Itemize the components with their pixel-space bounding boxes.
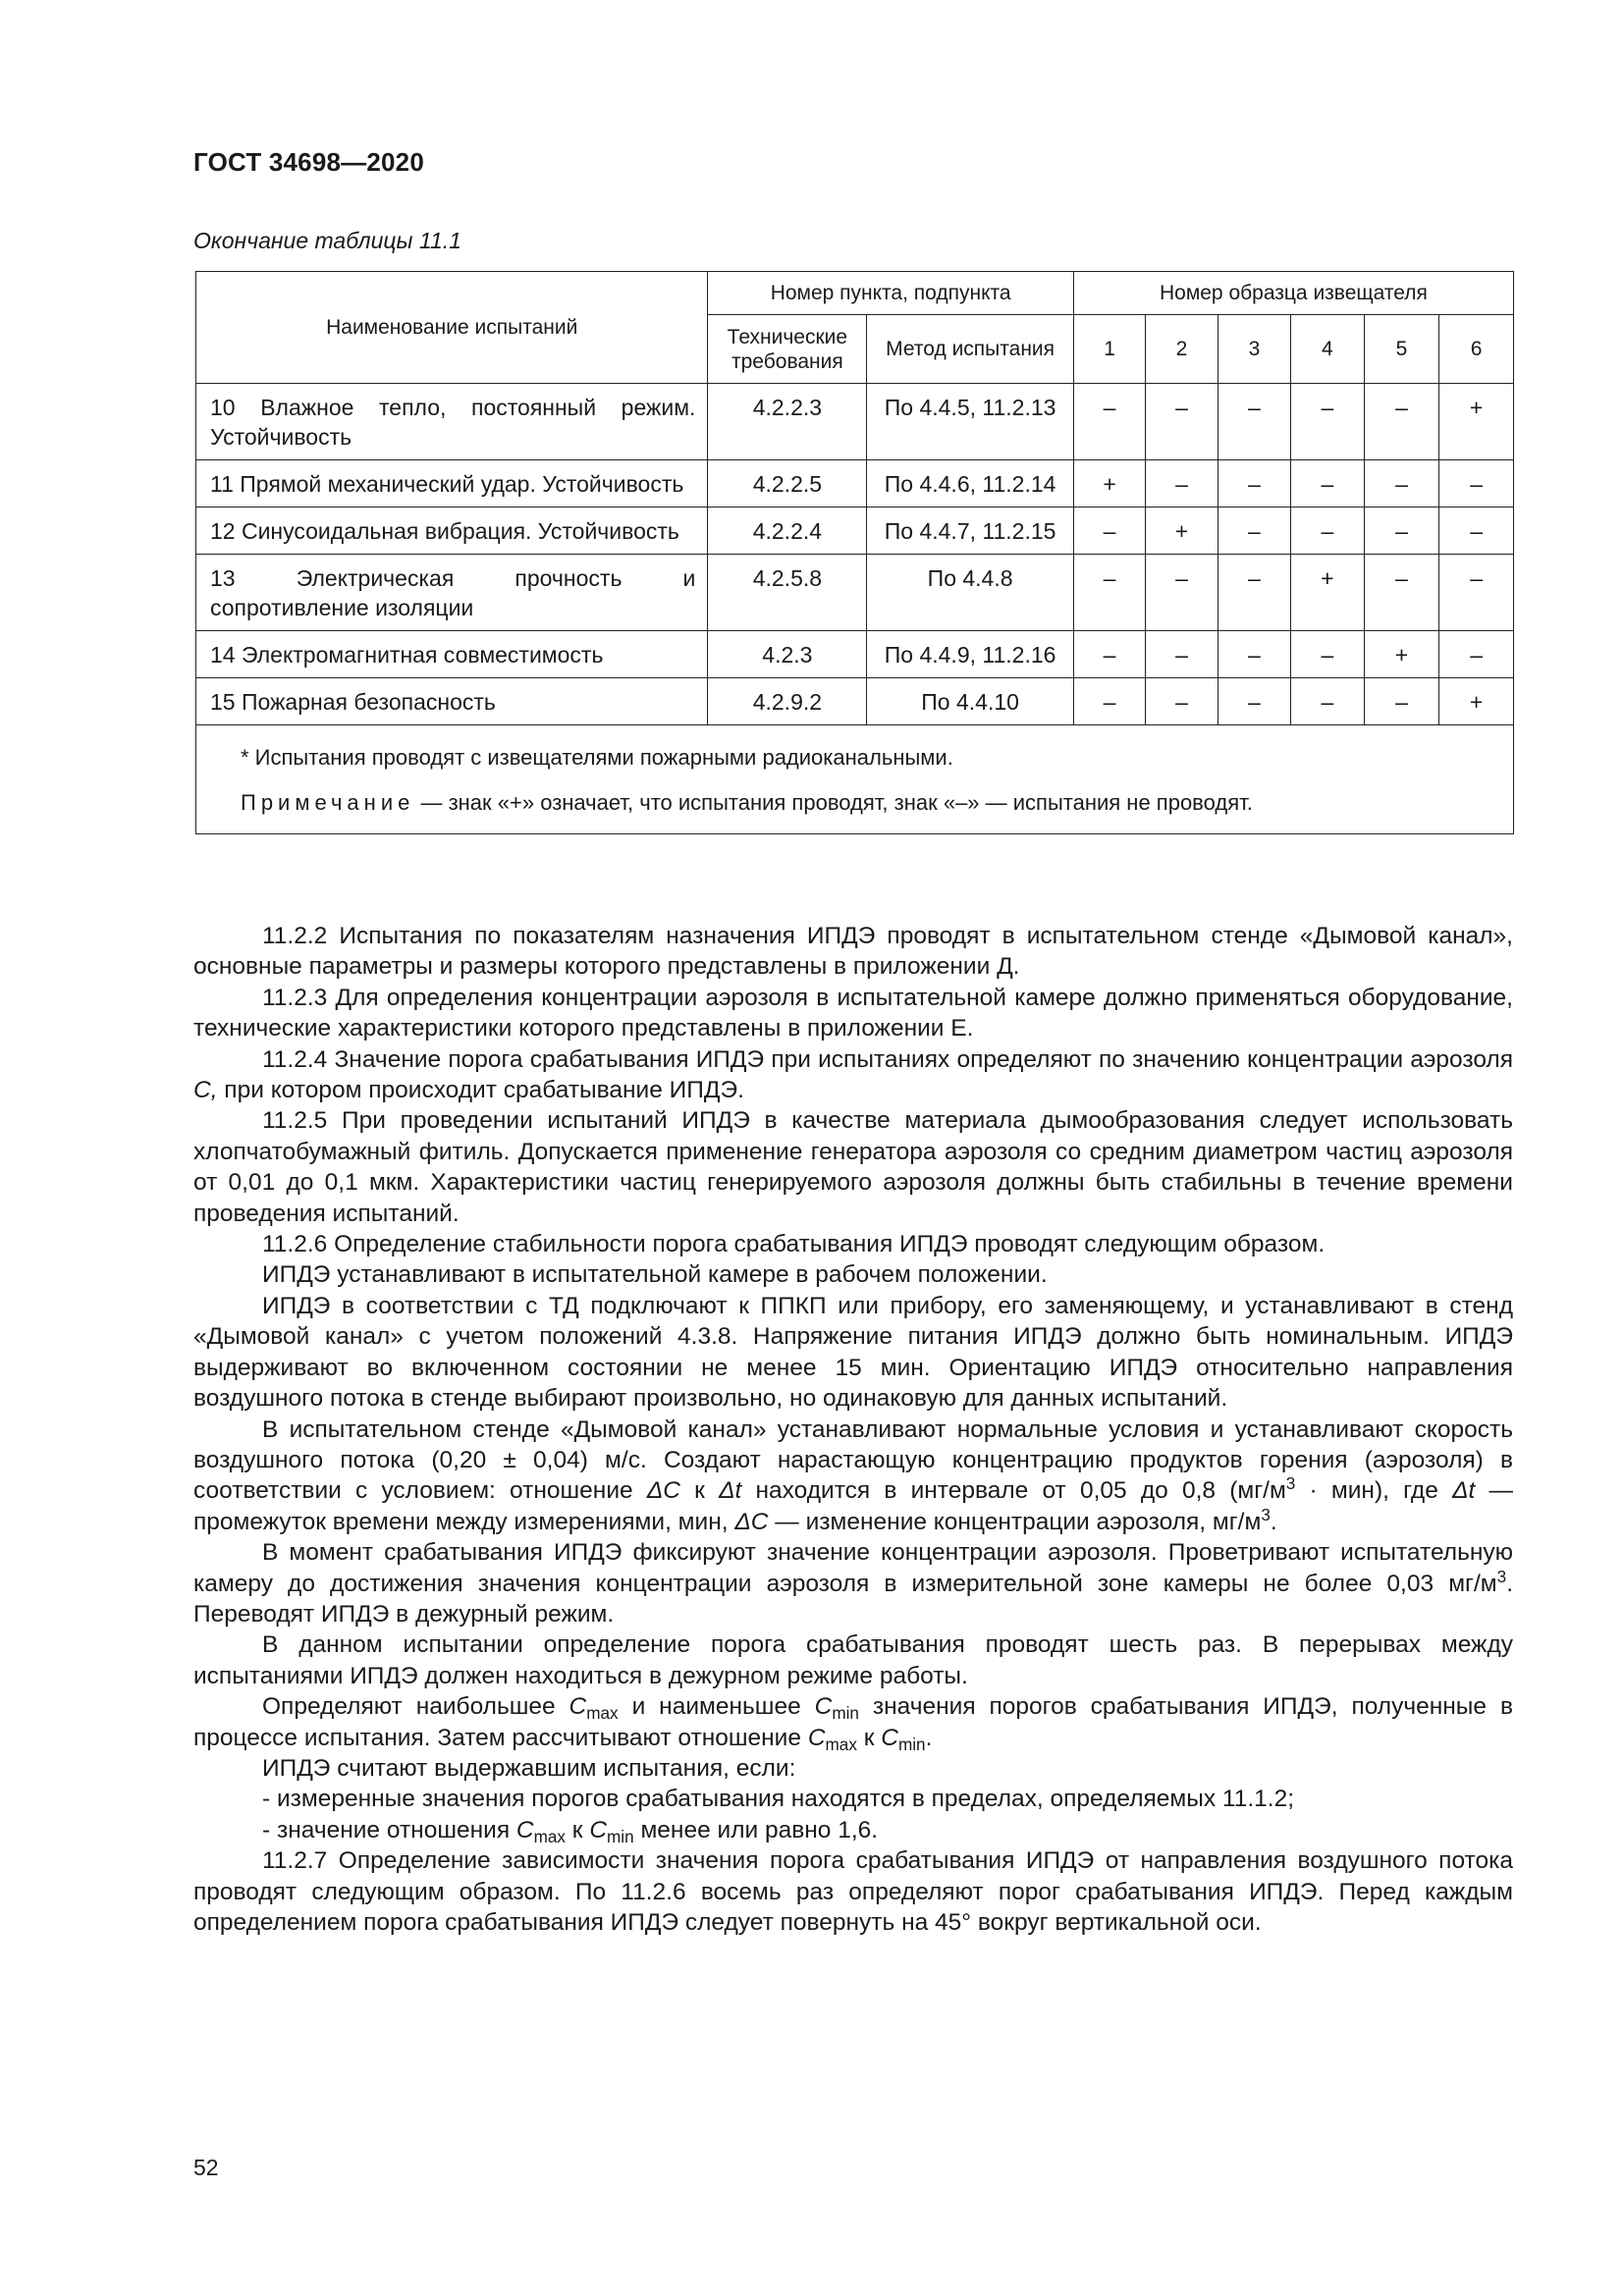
sample-mark-cell: –	[1073, 678, 1145, 725]
sample-mark-cell: –	[1218, 678, 1290, 725]
header-test-name: Наименование испытаний	[196, 272, 708, 384]
table-caption: Окончание таблицы 11.1	[193, 228, 461, 253]
test-method-cell: По 4.4.9, 11.2.16	[867, 631, 1074, 678]
sample-mark-cell: –	[1218, 555, 1290, 631]
table-notes	[196, 725, 1514, 834]
sample-mark-cell: –	[1439, 507, 1514, 555]
paragraph: ИПДЭ в соответствии с ТД подключают к ППКП или прибору, его заменяющему, и устанавливают в стенд «Дымовой канал» с учетом положений 4.3.8. Напряжение питания ИПДЭ должно быть номинальным. ИПДЭ выдерживают во включенном состоянии не менее 15 мин. Ориентацию ИПДЭ относительно направления воздушного потока в стенде выбирают произвольно, но одинаковую для данных испытаний.	[193, 1292, 1513, 1413]
paragraph-11-2-6: 11.2.6 Определение стабильности порога срабатывания ИПДЭ проводят следующим образом.	[262, 1231, 1326, 1258]
sample-mark-cell: –	[1146, 460, 1218, 507]
table-row	[196, 384, 1514, 460]
sample-mark-cell: +	[1364, 631, 1439, 678]
test-name-cell: 13 Электрическая прочность и сопротивление изоляции	[196, 555, 708, 631]
tech-requirement-cell: 4.2.2.4	[708, 507, 867, 555]
paragraph: В испытательном стенде «Дымовой канал» устанавливают нормальные условия и устанавливают скорость воздушного потока (0,20 ± 0,04) м/с. Создают нарастающую концентрацию продуктов горения (аэрозоля) в соответствии с условием: отношение ΔC к Δt находится в интервале от 0,05 до 0,8 $(мг/м^3 \cdot мин)$, где Δt — промежуток времени между измерениями, мин, ΔC — изменение концентрации аэрозоля, $мг/м^3$.	[193, 1415, 1514, 1535]
sample-mark-cell: –	[1439, 555, 1514, 631]
test-name-cell: 14 Электромагнитная совместимость	[196, 631, 708, 678]
paragraph-11-2-5: 11.2.5 При проведении испытаний ИПДЭ в качестве материала дымообразования следует использовать хлопчатобумажный фитиль. Допускается применение генератора аэрозоля со средним диаметром частиц аэрозоля от 0,01 до 0,1 мкм. Характеристики частиц генерируемого аэрозоля должны быть стабильны в течение времени проведения испытаний.	[193, 1107, 1513, 1227]
sample-mark-cell: –	[1073, 384, 1145, 460]
header-sample: 4	[1291, 315, 1364, 384]
paragraph: В момент срабатывания ИПДЭ фиксируют значение концентрации аэрозоля. Проветривают испытательную камеру до достижения значения концентрации аэрозоля в измерительной зоне камеры не более 0,03 $мг/м^3$. Переводят ИПДЭ в дежурный режим.	[193, 1539, 1513, 1628]
sample-mark-cell: –	[1073, 555, 1145, 631]
sample-mark-cell: –	[1218, 460, 1290, 507]
header-test-method: Метод испытания	[867, 315, 1074, 384]
sample-mark-cell: +	[1439, 678, 1514, 725]
sample-mark-cell: –	[1218, 631, 1290, 678]
sample-mark-cell: –	[1146, 678, 1218, 725]
note-label: Примечание	[241, 790, 415, 815]
body-text	[193, 921, 1513, 1938]
tech-requirement-cell: 4.2.2.5	[708, 460, 867, 507]
tech-requirement-cell: 4.2.2.3	[708, 384, 867, 460]
tech-requirement-cell: 4.2.9.2	[708, 678, 867, 725]
tests-table	[195, 271, 1514, 834]
tech-requirement-cell: 4.2.5.8	[708, 555, 867, 631]
sample-mark-cell: –	[1364, 555, 1439, 631]
paragraph-11-2-4: 11.2.4 Значение порога срабатывания ИПДЭ при испытаниях определяют по значению концентрации аэрозоля C, при котором происходит срабатывание ИПДЭ.	[193, 1045, 1513, 1104]
test-name-cell: 11 Прямой механический удар. Устойчивость	[196, 460, 708, 507]
sample-mark-cell: +	[1073, 460, 1145, 507]
sample-mark-cell: –	[1073, 507, 1145, 555]
test-name-cell: 15 Пожарная безопасность	[196, 678, 708, 725]
test-name-cell: 12 Синусоидальная вибрация. Устойчивость	[196, 507, 708, 555]
list-item: - измеренные значения порогов срабатывания находятся в пределах, определяемых 11.1.2;	[262, 1786, 1295, 1813]
sample-mark-cell: –	[1291, 460, 1364, 507]
header-sample: 5	[1364, 315, 1439, 384]
header-sample: 1	[1073, 315, 1145, 384]
header-clause-number: Номер пункта, подпункта	[708, 272, 1073, 315]
sample-mark-cell: +	[1291, 555, 1364, 631]
sample-mark-cell: +	[1146, 507, 1218, 555]
sample-mark-cell: –	[1439, 631, 1514, 678]
paragraph: ИПДЭ считают выдержавшим испытания, если:	[262, 1754, 796, 1782]
sample-mark-cell: +	[1439, 384, 1514, 460]
note-text: — знак «+» означает, что испытания проводят, знак «–» — испытания не проводят.	[414, 790, 1253, 815]
paragraph-11-2-7: 11.2.7 Определение зависимости значения порога срабатывания ИПДЭ от направления воздушного потока проводят следующим образом. По 11.2.6 восемь раз определяют порог срабатывания ИПДЭ. Перед каждым определением порога срабатывания ИПДЭ следует повернуть на 45° вокруг вертикальной оси.	[193, 1847, 1513, 1936]
sample-mark-cell: –	[1291, 507, 1364, 555]
sample-mark-cell: –	[1146, 555, 1218, 631]
test-method-cell: По 4.4.7, 11.2.15	[867, 507, 1074, 555]
sample-mark-cell: –	[1073, 631, 1145, 678]
paragraph: В данном испытании определение порога срабатывания проводят шесть раз. В перерывах между испытаниями ИПДЭ должен находиться в дежурном режиме работы.	[193, 1631, 1513, 1689]
sample-mark-cell: –	[1146, 631, 1218, 678]
header-tech-requirements: Технические требования	[708, 315, 867, 384]
sample-mark-cell: –	[1364, 460, 1439, 507]
sample-mark-cell: –	[1291, 678, 1364, 725]
test-method-cell: По 4.4.10	[867, 678, 1074, 725]
table-row	[196, 507, 1514, 555]
sample-mark-cell: –	[1364, 384, 1439, 460]
header-sample: 6	[1439, 315, 1514, 384]
table-row	[196, 555, 1514, 631]
sample-mark-cell: –	[1364, 678, 1439, 725]
header-sample: 3	[1218, 315, 1290, 384]
table-row	[196, 460, 1514, 507]
test-method-cell: По 4.4.8	[867, 555, 1074, 631]
sample-mark-cell: –	[1291, 384, 1364, 460]
table-row	[196, 631, 1514, 678]
table-row	[196, 678, 1514, 725]
tech-requirement-cell: 4.2.3	[708, 631, 867, 678]
list-item: - значение отношения $C_{max}$ к $C_{min}$ менее или равно 1,6.	[262, 1816, 879, 1846]
paragraph: ИПДЭ устанавливают в испытательной камере в рабочем положении.	[262, 1261, 1048, 1289]
header-sample: 2	[1146, 315, 1218, 384]
paragraph-11-2-3: 11.2.3 Для определения концентрации аэрозоля в испытательной камере должно применяться оборудование, технические характеристики которого представлены в приложении Е.	[193, 984, 1513, 1042]
sample-mark-cell: –	[1218, 507, 1290, 555]
page-number: 52	[193, 2155, 219, 2180]
paragraph: Определяют наибольшее $C_{max}$ и наименьшее $C_{min}$ значения порогов срабатывания ИПДЭ, полученные в процессе испытания. Затем рассчитывают отношение $C_{max}$ к $C_{min}$.	[193, 1693, 1513, 1754]
sample-mark-cell: –	[1364, 507, 1439, 555]
test-method-cell: По 4.4.6, 11.2.14	[867, 460, 1074, 507]
table-footnote: * Испытания проводят с извещателями пожарными радиоканальными.	[241, 745, 953, 770]
table-note	[241, 780, 1499, 826]
sample-mark-cell: –	[1146, 384, 1218, 460]
sample-mark-cell: –	[1439, 460, 1514, 507]
sample-mark-cell: –	[1218, 384, 1290, 460]
sample-mark-cell: –	[1291, 631, 1364, 678]
document-header: ГОСТ 34698—2020	[193, 147, 424, 177]
test-method-cell: По 4.4.5, 11.2.13	[867, 384, 1074, 460]
header-sample-number: Номер образца извещателя	[1073, 272, 1513, 315]
paragraph-11-2-2: 11.2.2 Испытания по показателям назначения ИПДЭ проводят в испытательном стенде «Дымовой канал», основные параметры и размеры которого представлены в приложении Д.	[193, 923, 1513, 981]
test-name-cell: 10 Влажное тепло, постоянный режим. Устойчивость	[196, 384, 708, 460]
